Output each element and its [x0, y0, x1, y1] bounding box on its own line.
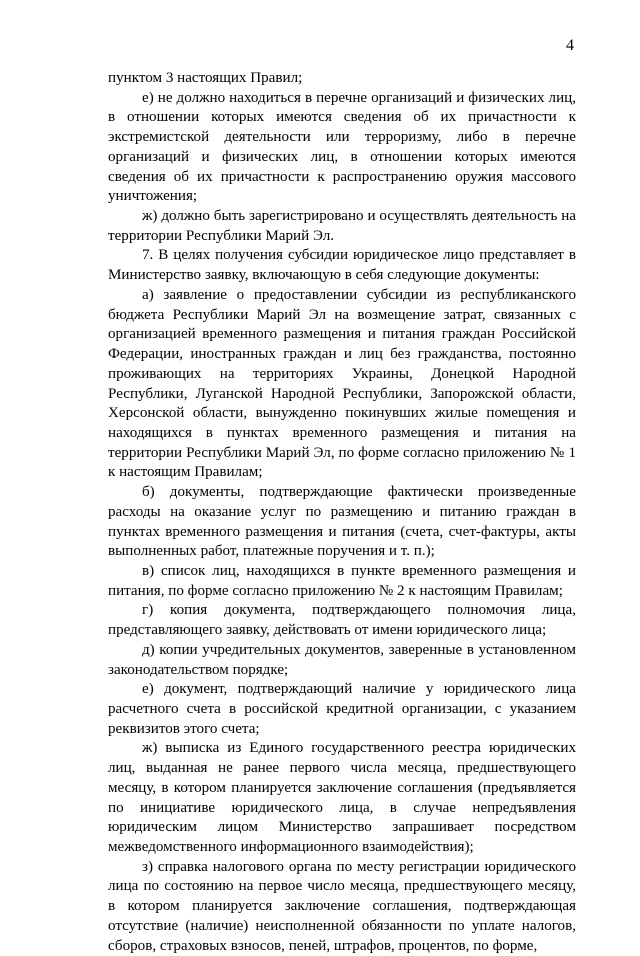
- paragraph-item-zh-registration: ж) должно быть зарегистрировано и осуществлять деятельность на территории Республики Марий Эл.: [108, 208, 576, 244]
- paragraph-item-e-bank-account: е) документ, подтверждающий наличие у юридического лица расчетного счета в российской кредитной организации, с указанием реквизитов этого счета;: [108, 681, 576, 737]
- paragraph-item-e-extremism: е) не должно находиться в перечне организаций и физических лиц, в отношении которых имеются сведения об их причастности к экстремистской деятельности или терроризму, либо в перечне организаций и физических лиц, в отношении которых имеются сведения об их причастности к распространению оружия массового уничтожения;: [108, 89, 576, 205]
- paragraph-item-v-persons-list: в) список лиц, находящихся в пункте временного размещения и питания, по форме согласно приложению № 2 к настоящим Правилам;: [108, 562, 576, 599]
- document-body: [108, 69, 576, 956]
- paragraph-clause-7: 7. В целях получения субсидии юридическое лицо представляет в Министерство заявку, включающую в себя следующие документы:: [108, 247, 576, 284]
- paragraph-item-z-tax-certificate: з) справка налогового органа по месту регистрации юридического лица по состоянию на первое число месяца, предшествующего месяцу, в котором планируется заключение соглашения, подтверждающая отсутствие (наличие) неисполненной обязанности по уплате налогов, сборов, страховых взносов, пеней, штрафов, процентов, по форме,: [108, 858, 576, 954]
- paragraph-item-b-expenses: б) документы, подтверждающие фактически произведенные расходы на оказание услуг по размещению и питанию граждан в пунктах временного размещения и питания (счета, счет-фактуры, акты выполненных работ, платежные поручения и т. п.);: [108, 484, 576, 560]
- paragraph-item-zh-registry-extract: ж) выписка из Единого государственного реестра юридических лиц, выданная не ранее первого числа месяца, предшествующего месяцу, в котором планируется заключение соглашения (предъявляется по инициативе юридического лица, в случае непредъявления юридическим лицом Министерство запрашивает посредством межведомственного информационного взаимодействия);: [108, 740, 576, 856]
- page-number: 4: [566, 37, 574, 54]
- paragraph-continuation: пунктом 3 настоящих Правил;: [108, 70, 303, 86]
- paragraph-item-d-founding-docs: д) копии учредительных документов, заверенные в установленном законодательством порядке;: [108, 641, 576, 678]
- paragraph-item-g-authority: г) копия документа, подтверждающего полномочия лица, представляющего заявку, действовать от имени юридического лица;: [108, 602, 576, 639]
- paragraph-item-a-application: а) заявление о предоставлении субсидии из республиканского бюджета Республики Марий Эл на возмещение затрат, связанных с организацией временного размещения и питания граждан Российской Федерации, иностранных граждан и лиц без гражданства, постоянно проживающих на территориях Украины, Донецкой Народной Республики, Луганской Народной Республики, Запорожской области, Херсонской области, вынужденно покинувших жилые помещения и находящихся в пунктах временного размещения и питания на территории Республики Марий Эл, по форме согласно приложению № 1 к настоящим Правилам;: [108, 286, 576, 481]
